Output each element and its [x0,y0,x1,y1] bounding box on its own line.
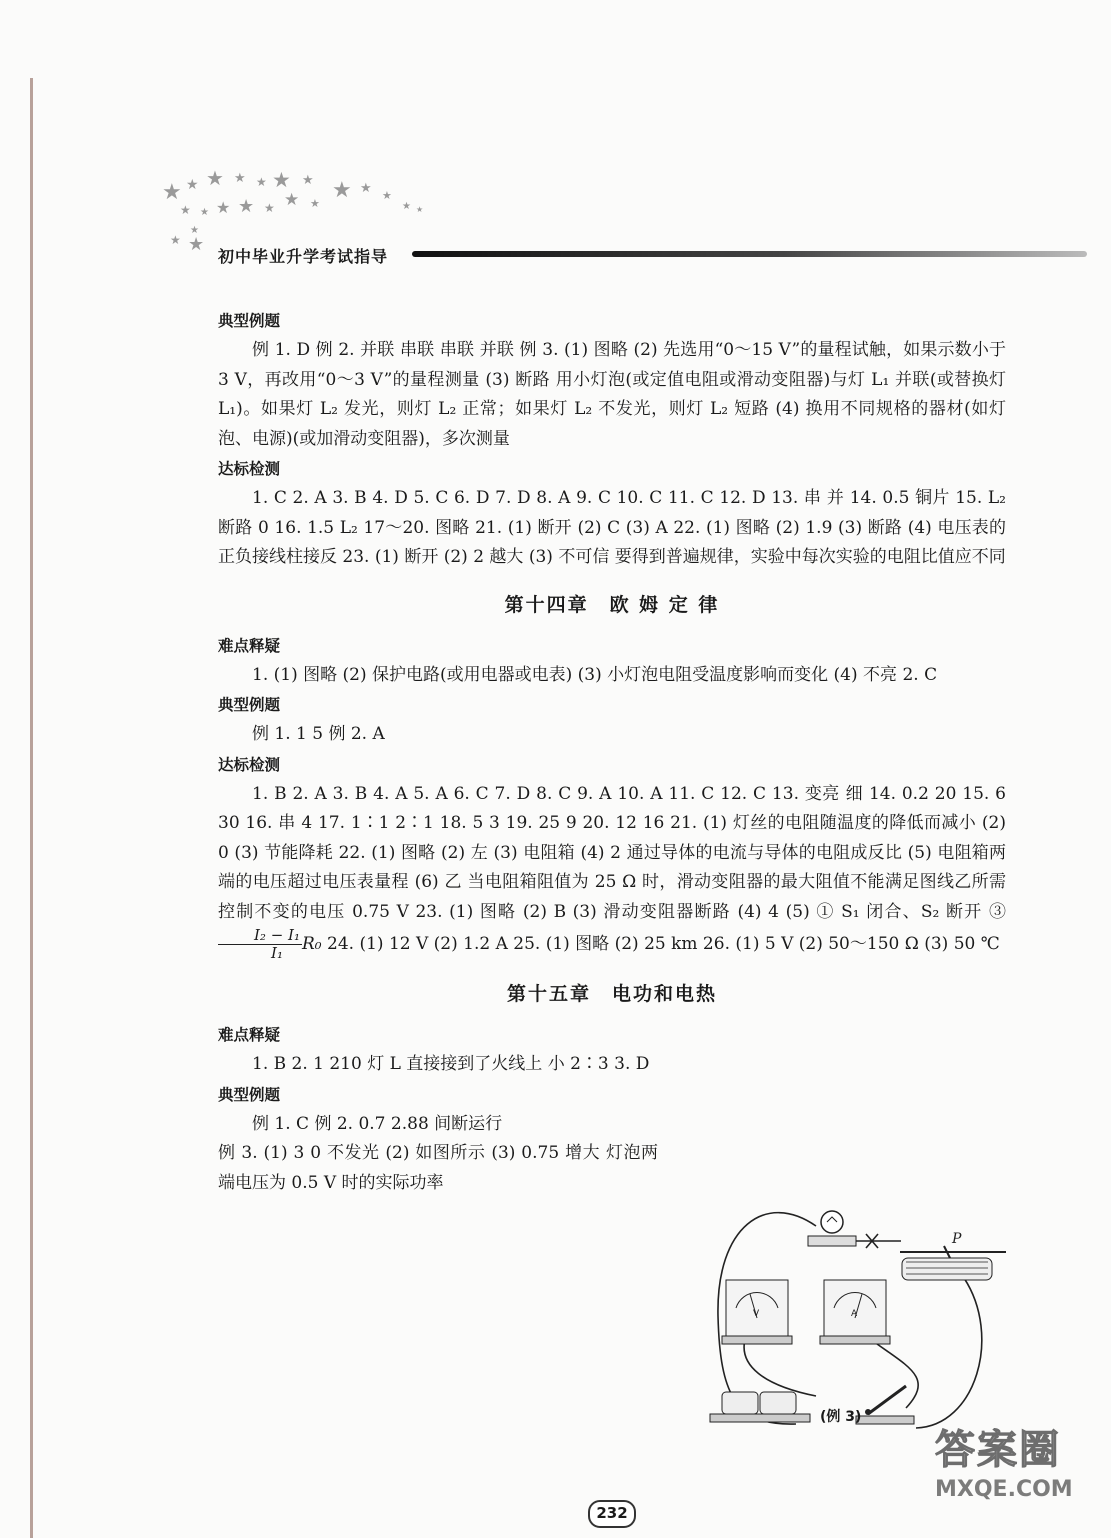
fraction-formula [218,927,302,962]
switch-icon [856,1386,914,1424]
section-heading-examples: 典型例题 [218,312,281,330]
content [218,306,1006,1198]
ch14-test-answers [218,780,1006,963]
ch14-test-text-b: 24. (1) 12 V (2) 1.2 A 25. (1) 图略 (2) 25 km 26. (1) 5 V (2) 50～150 Ω (3) 50 ℃ [327,934,1000,954]
ch15-difficult-answers: 1. B 2. 1 210 灯 L 直接接到了火线上 小 2∶3 3. D [252,1054,650,1074]
ch15-heading-difficult: 难点释疑 [218,1026,281,1044]
watermark-logo: 答案圈 [935,1427,1061,1473]
wire-right [916,1278,982,1428]
bulb-icon [808,1211,856,1246]
ch15-examples-answers-a: 例 1. C 例 2. 0.7 2.88 间断运行 [252,1113,503,1134]
header-title: 初中毕业升学考试指导 [218,247,389,266]
chapter-15-title: 第十五章 电功和电热 [506,983,717,1005]
ch14-heading-test: 达标检测 [218,755,281,774]
ch15-left-column [218,1020,658,1198]
slider-label: P [952,1231,962,1247]
ammeter-icon [820,1280,890,1344]
formula-numerator: I₂ − I₁ [218,927,302,945]
watermark [935,1418,1100,1528]
circuit-figure [706,1196,1012,1436]
battery-icon [710,1392,810,1422]
chapter-14-title: 第十四章 欧 姆 定 律 [504,593,720,616]
formula-denominator: I₁ [271,944,283,962]
page-number: 232 [588,1500,636,1528]
wire-voltmeter [744,1336,816,1396]
header-rule [412,251,1087,257]
ch14-heading-difficult: 难点释疑 [218,636,281,655]
section-heading-test: 达标检测 [218,460,281,478]
ch14-examples-answers: 例 1. 1 5 例 2. A [252,724,385,744]
star-decoration: ★ ★ ★ ★ ★ ★ ★ ★ ★ ★ ★ ★ ★ ★ ★ ★ ★ ★ ★ ★ ★ ★ [162,166,424,255]
examples-answers: 例 1. D 例 2. 并联 串联 串联 并联 例 3. (1) 图略 (2) 先选用“0～15 V”的量程试触，如果示数小于 3 V，再改用“0～3 V”的量程测量 (3) 断路 用小灯泡(或定值电阻或滑动变阻器)与灯 L₁ 并联(或替换灯 L₁)。如果灯 L₂ 发光，则灯 L₂ 正常；如果灯 L₂ 不发光，则灯 L₂ 短路 (4) 换用不同规格的器材(如灯泡、电源)(或加滑动变阻器)，多次测量 [218,340,1006,449]
watermark-url: MXQE.COM [935,1477,1073,1502]
ch15-examples-answers-b: 例 3. (1) 3 0 不发光 (2) 如图所示 (3) 0.75 增大 灯泡两端电压为 0.5 V 时的实际功率 [218,1143,658,1193]
ch14-heading-examples: 典型例题 [218,696,281,714]
left-margin-bar [30,78,33,1538]
test-answers: 1. C 2. A 3. B 4. D 5. C 6. D 7. D 8. A 9. C 10. C 11. C 12. D 13. 串 并 14. 0.5 铜片 15. L₂ 断路 0 16. 1.5 L₂ 17～20. 图略 21. (1) 断开 (2) C (3) A 22. (1) 图略 (2) 1.9 (3) 断路 (4) 电压表的正负接线柱接反 23. (1) 断开 (2) 2 越大 (3) 不可信 要得到普遍规律，实验中每次实验的电阻比值应不同 [218,488,1006,567]
ch14-difficult-answers: 1. (1) 图略 (2) 保护电路(或用电器或电表) (3) 小灯泡电阻受温度影响而变化 (4) 不亮 2. C [252,664,938,685]
formula-r0: R₀ [301,934,322,954]
ch14-test-text-a: 1. B 2. A 3. B 4. A 5. A 6. C 7. D 8. C 9. A 10. A 11. C 12. C 13. 变亮 细 14. 0.2 20 15. 6 30 16. 串 4 17. 1∶1 2∶1 18. 5 3 19. 25 9 20. 12 16 21. (1) 灯丝的电阻随温度的降低而减小 (2) 0 (3) 节能降耗 22. (1) 图略 (2) 左 (3) 电阻箱 (4) 2 通过导体的电流与导体的电阻成反比 (5) 电阻箱两端的电压超过电压表量程 (6) 乙 当电阻箱阻值为 25 Ω 时，滑动变阻器的最大阻值不能满足图线乙所需控制不变的电压 0.75 V 23. (1) 图略 (2) B (3) 滑动变阻器断路 (4) 4 (5) ① S₁ 闭合、S₂ 断开 ③ [218,783,1006,922]
ch15-heading-examples: 典型例题 [218,1085,281,1104]
voltmeter-icon [722,1280,792,1344]
rheostat-icon [900,1231,1006,1280]
svg-text:V: V [753,1309,760,1319]
figure-caption: (例 3) [820,1409,862,1425]
svg-text:A: A [851,1309,858,1319]
